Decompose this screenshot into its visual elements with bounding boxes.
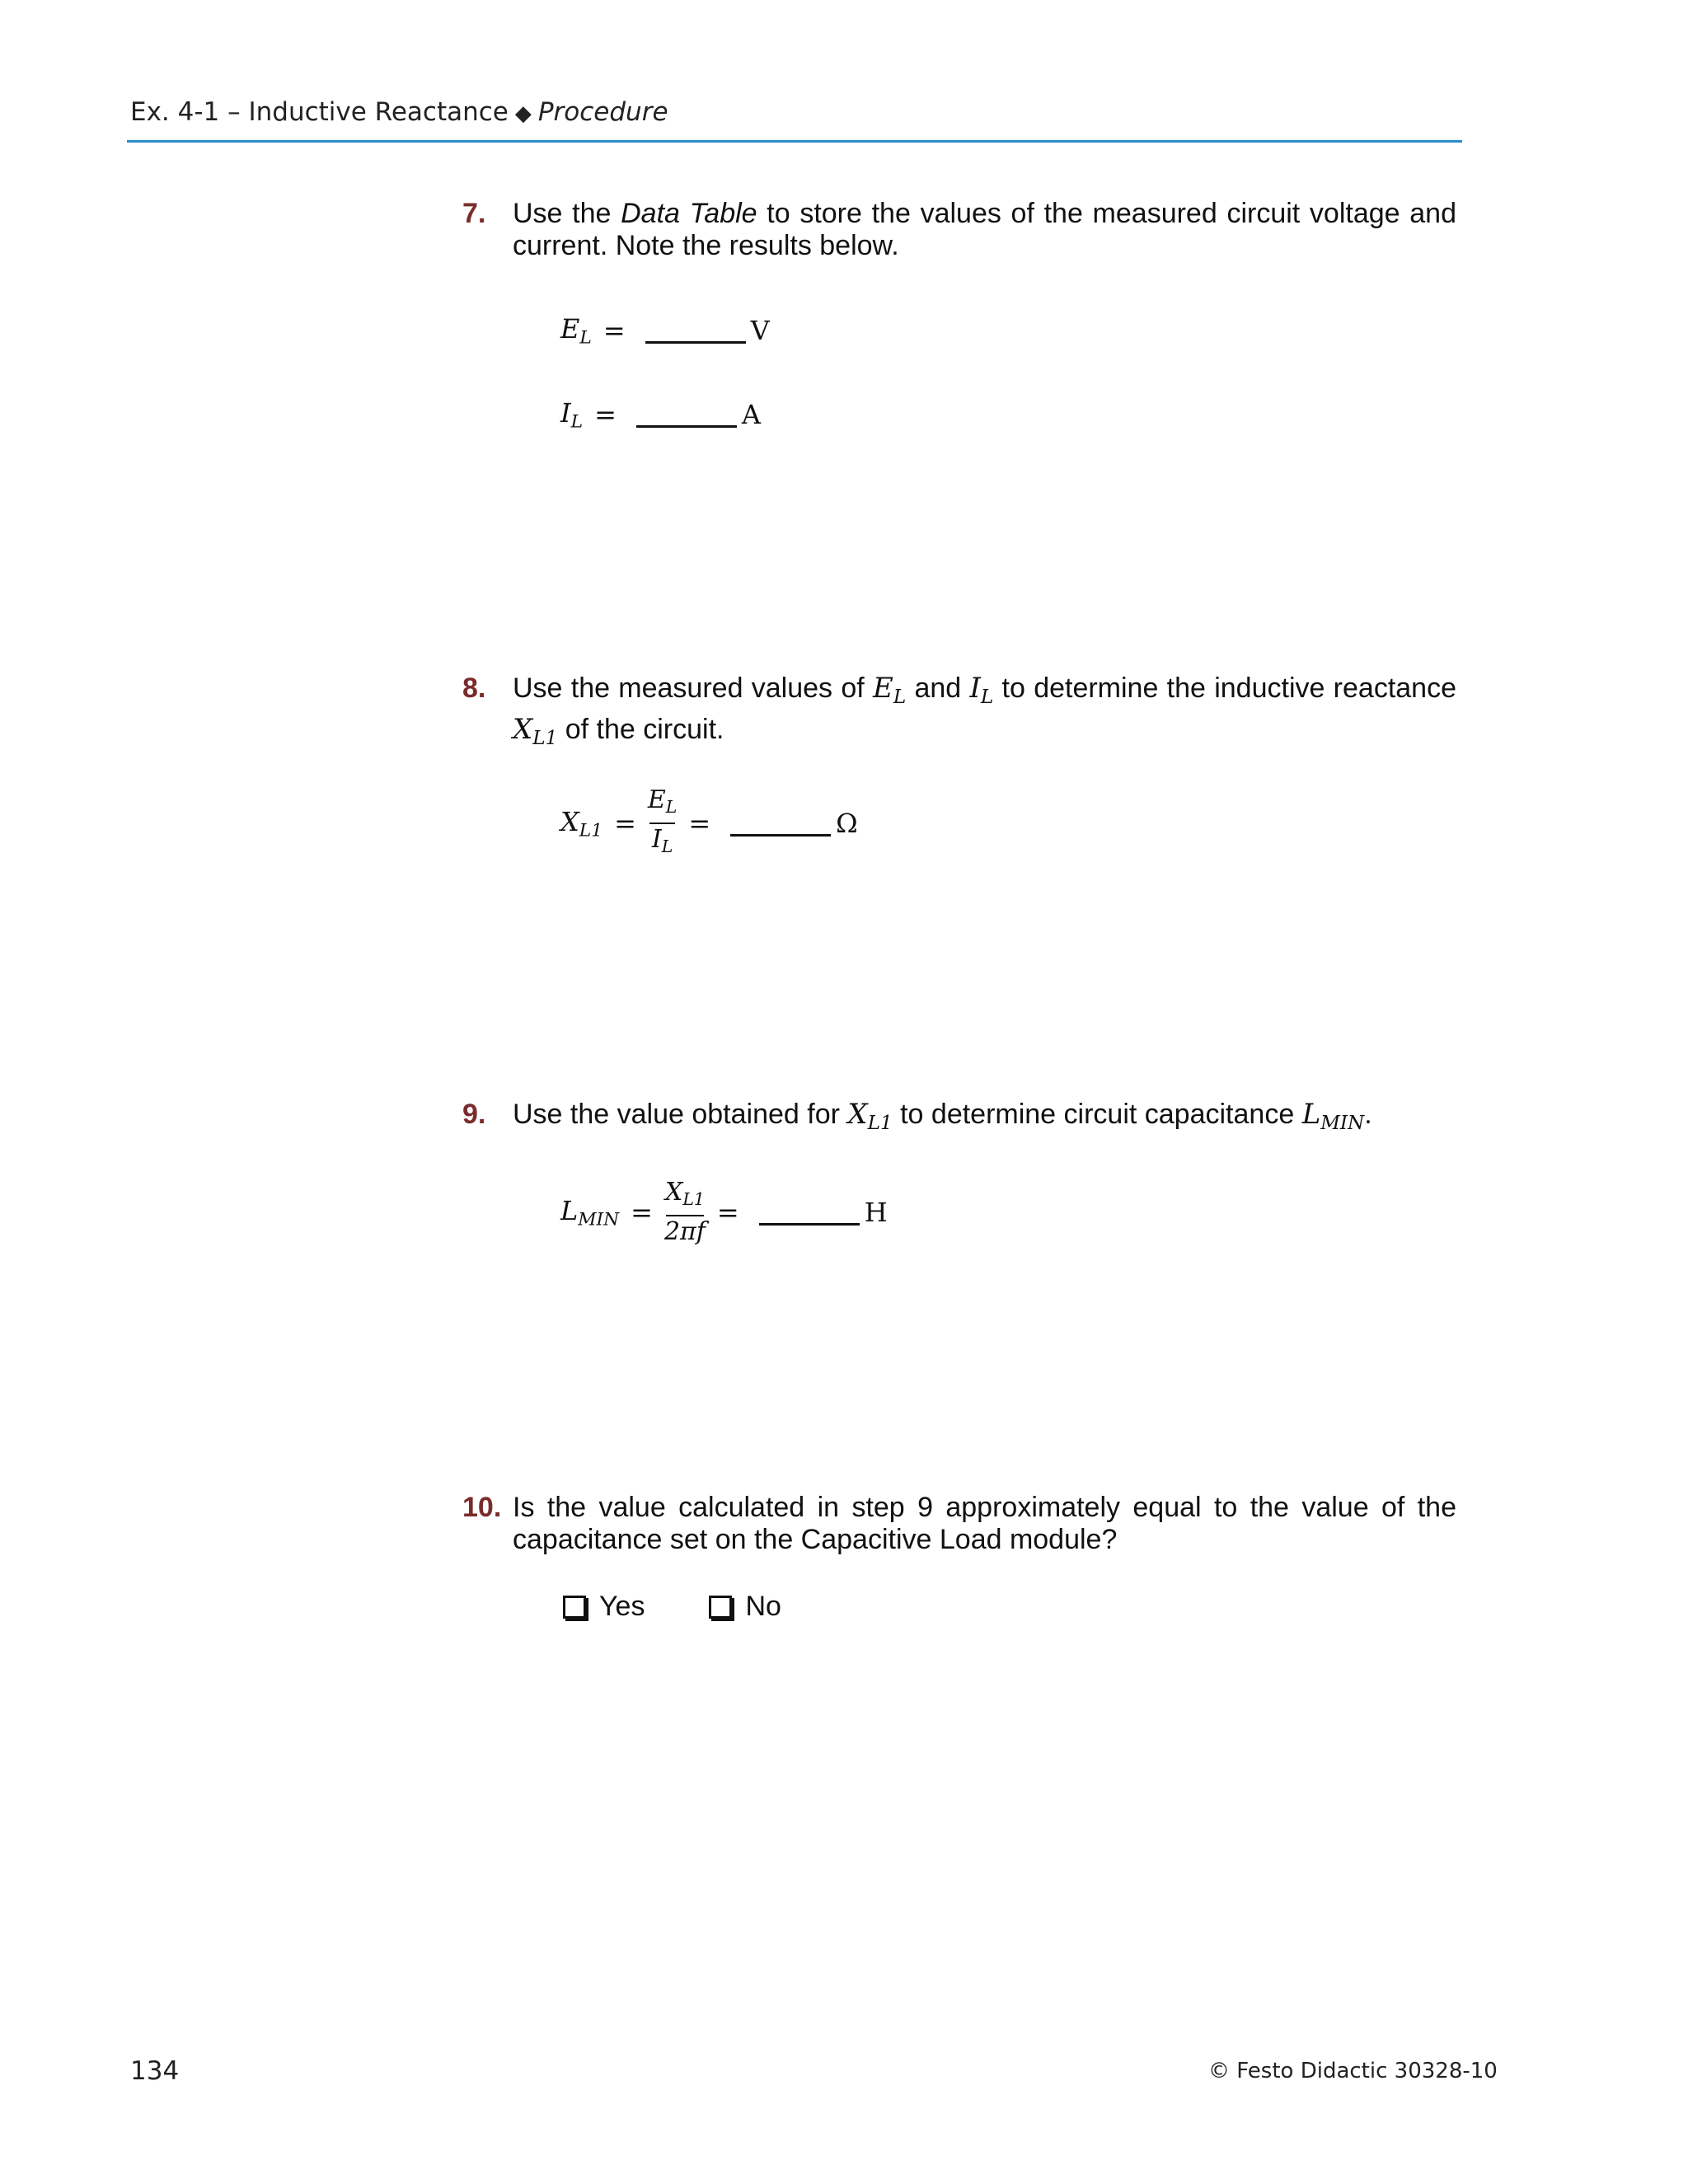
checkbox-no[interactable] bbox=[709, 1596, 732, 1619]
il-unit: A bbox=[741, 399, 762, 431]
el-unit: V bbox=[750, 315, 770, 347]
step-number: 7. bbox=[462, 198, 486, 229]
header-exercise: Ex. 4-1 – Inductive Reactance bbox=[130, 97, 509, 127]
step-number: 8. bbox=[462, 673, 486, 704]
page-header bbox=[130, 97, 668, 127]
lmin-answer-blank[interactable] bbox=[759, 1200, 860, 1226]
xl1-unit: Ω bbox=[836, 808, 858, 840]
lmin-unit: H bbox=[864, 1197, 888, 1229]
step-9 bbox=[462, 1099, 1456, 1140]
fraction-xl1-over-2pif: $\frac{X_{L1}}{2\pi f}$ bbox=[663, 1178, 706, 1247]
choice-no[interactable] bbox=[709, 1591, 781, 1623]
header-section: Procedure bbox=[537, 97, 668, 127]
step-8 bbox=[462, 673, 1456, 755]
yes-no-choices bbox=[563, 1591, 846, 1623]
choice-yes-label: Yes bbox=[599, 1591, 645, 1622]
step-text: Is the value calculated in step 9 approximately equal to the value of the capacitance set on the Capacitive Load module? bbox=[513, 1492, 1456, 1555]
step-7 bbox=[462, 198, 1456, 262]
equation-lmin: $L_{MIN}$ = $\frac{X_{L1}}{2\pi f}$ = H bbox=[560, 1178, 888, 1247]
copyright: © Festo Didactic 30328-10 bbox=[1208, 2059, 1498, 2083]
il-answer-blank[interactable] bbox=[636, 402, 737, 428]
step-number: 9. bbox=[462, 1099, 486, 1130]
equation-xl1: $X_{L1}$ = $\frac{E_L}{I_L}$ = Ω bbox=[560, 785, 858, 862]
step-10 bbox=[462, 1492, 1456, 1556]
step-number: 10. bbox=[462, 1492, 502, 1523]
step-text: Use the measured values of $E_L$ and $I_L$ to determine the inductive reactance $X_{L1}$ of the circuit. bbox=[513, 672, 1456, 749]
step-text: Use the Data Table to store the values of the measured circuit voltage and current. Note the results below. bbox=[513, 198, 1456, 261]
el-answer-blank[interactable] bbox=[645, 318, 746, 344]
data-table-term: Data Table bbox=[621, 198, 757, 229]
choice-yes[interactable] bbox=[563, 1591, 645, 1623]
fraction-el-over-il: $\frac{E_L}{I_L}$ bbox=[647, 785, 678, 857]
equation-el: $E_L$ = V bbox=[560, 313, 770, 349]
header-rule bbox=[127, 140, 1462, 143]
xl1-answer-blank[interactable] bbox=[730, 811, 831, 837]
equation-il: $I_L$ = A bbox=[560, 397, 762, 433]
checkbox-yes[interactable] bbox=[563, 1596, 586, 1619]
choice-no-label: No bbox=[745, 1591, 781, 1622]
page-number: 134 bbox=[130, 2056, 180, 2086]
step-text: Use the value obtained for $X_{L1}$ to determine circuit capacitance $L_{MIN}$. bbox=[513, 1098, 1372, 1134]
header-separator-icon: ◆ bbox=[514, 101, 532, 126]
